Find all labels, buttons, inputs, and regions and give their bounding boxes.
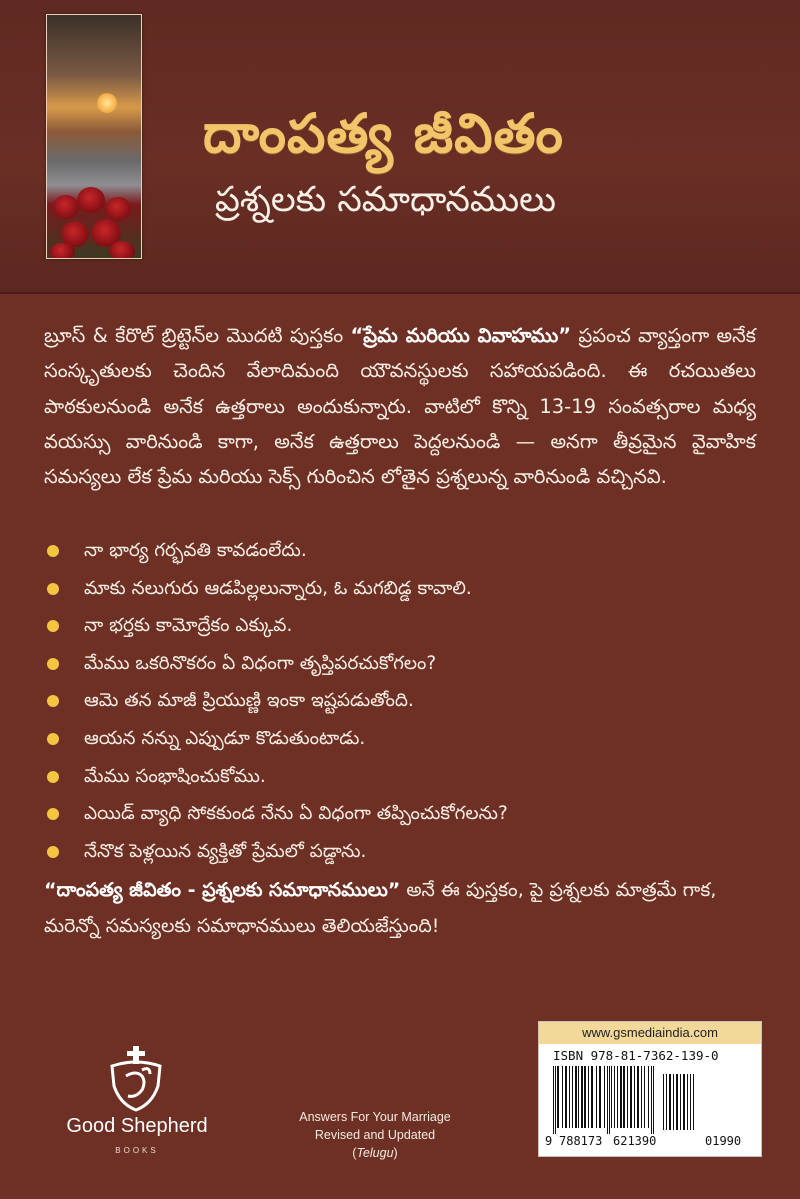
barcode-box bbox=[538, 1021, 762, 1157]
barcode-bar bbox=[591, 1066, 593, 1128]
intro-text-before: బ్రూస్ & కేరొల్ బ్రిట్టెన్‌ల మొదటి పుస్తకం bbox=[44, 324, 351, 347]
barcode-bar bbox=[614, 1066, 615, 1128]
barcode-bar bbox=[575, 1066, 577, 1128]
intro-book-name: “ప్రేమ మరియు వివాహము” bbox=[350, 324, 572, 347]
barcode-bar bbox=[687, 1074, 688, 1130]
barcode-bar bbox=[562, 1066, 563, 1128]
rose-3 bbox=[105, 197, 131, 221]
list-item bbox=[44, 574, 756, 612]
rose-1 bbox=[53, 195, 79, 219]
barcode-bar bbox=[557, 1066, 559, 1128]
bullet-icon bbox=[47, 620, 59, 632]
barcode-bar bbox=[578, 1066, 579, 1128]
barcode-bar bbox=[620, 1066, 622, 1128]
bullet-icon bbox=[47, 695, 59, 707]
list-item bbox=[44, 649, 756, 687]
language-paren-open: ( bbox=[352, 1146, 357, 1160]
bullet-icon bbox=[47, 658, 59, 670]
intro-paragraph bbox=[44, 318, 756, 494]
question-text: మేము సంభాషించుకోము. bbox=[84, 765, 266, 787]
edition-note: Revised and Updated bbox=[314, 1128, 436, 1142]
barcode-bar bbox=[611, 1066, 612, 1128]
closing-text: అనే ఈ పుస్తకం, పై ప్రశ్నలకు మాత్రమే గాక, మరెన్నో సమస్యలకు సమాధానములు తెలియజేస్తుంది! bbox=[44, 879, 717, 937]
list-item bbox=[44, 762, 756, 800]
bullet-icon bbox=[47, 846, 59, 858]
barcode-bar bbox=[623, 1066, 625, 1128]
barcode-bar bbox=[673, 1074, 674, 1130]
bullet-icon bbox=[47, 583, 59, 595]
barcode-bar bbox=[663, 1074, 664, 1130]
list-item bbox=[44, 724, 756, 762]
barcode-bar bbox=[569, 1066, 570, 1128]
list-item bbox=[44, 611, 756, 649]
barcode-right-digits: 621390 bbox=[613, 1134, 657, 1148]
barcode-bar bbox=[680, 1074, 681, 1130]
question-text: నా భార్య గర్భవతి కావడంలేదు. bbox=[84, 540, 307, 561]
english-title: Answers For Your Marriage bbox=[299, 1110, 451, 1124]
language-paren-close: ) bbox=[393, 1146, 398, 1160]
isbn-label: ISBN 978-81-7362-139-0 bbox=[553, 1048, 719, 1063]
language-line bbox=[268, 1144, 482, 1162]
rose-6 bbox=[49, 243, 75, 259]
question-text: ఆమె తన మాజీ ప్రియుణ్ణి ఇంకా ఇష్టపడుతోంది. bbox=[84, 690, 414, 712]
rose-2 bbox=[77, 187, 105, 213]
barcode-bar bbox=[683, 1074, 685, 1130]
list-item bbox=[44, 536, 756, 574]
barcode-bar bbox=[651, 1066, 652, 1134]
barcode-bar bbox=[584, 1066, 586, 1128]
good-shepherd-logo-icon bbox=[106, 1046, 166, 1112]
barcode-bar bbox=[630, 1066, 632, 1128]
barcode-bar bbox=[596, 1066, 597, 1128]
publisher-name: Good Shepherd bbox=[66, 1115, 208, 1137]
barcode-bar bbox=[676, 1074, 678, 1130]
rose-7 bbox=[109, 241, 135, 259]
publisher-imprint: BOOKS bbox=[115, 1146, 159, 1155]
barcode-bar bbox=[627, 1066, 628, 1128]
list-item bbox=[44, 837, 756, 875]
barcode-addon-digits: 01990 bbox=[705, 1134, 742, 1148]
book-subtitle: ప్రశ్నలకు సమాధానములు bbox=[215, 180, 557, 220]
question-list bbox=[44, 536, 756, 874]
barcode-bar bbox=[581, 1066, 583, 1128]
bullet-icon bbox=[47, 771, 59, 783]
sunset-glow bbox=[97, 93, 117, 113]
barcode-bar bbox=[553, 1066, 554, 1134]
question-text: ఎయిడ్ వ్యాధి సోకకుండ నేను ఏ విధంగా తప్పించుకోగలను? bbox=[84, 803, 508, 825]
bullet-icon bbox=[47, 808, 59, 820]
barcode-bar bbox=[617, 1066, 618, 1128]
barcode-bar bbox=[588, 1066, 589, 1128]
edition-info bbox=[268, 1108, 482, 1162]
barcode-bar bbox=[644, 1066, 645, 1128]
barcode-left-digits: 788173 bbox=[559, 1134, 603, 1148]
barcode-bar bbox=[609, 1066, 610, 1134]
bullet-icon bbox=[47, 545, 59, 557]
question-text: నా భర్తకు కామోద్రేకం ఎక్కువ. bbox=[84, 615, 293, 637]
barcode-bar bbox=[666, 1074, 667, 1130]
barcode-first-digit: 9 bbox=[545, 1134, 553, 1148]
list-item bbox=[44, 686, 756, 724]
intro-text-after: ప్రపంచ వ్యాప్తంగా అనేక సంస్కృతులకు చెందిన వేలాదిమంది యౌవనస్థులకు సహాయపడింది. ఈ రచయితలు పాఠకులనుండి అనేక ఉత్తరాలు అందుకున్నారు. వాటిలో కొన్ని 13-19 సంవత్సరాల మధ్య వయస్సు వారినుండి కాగా, అనేక ఉత్తరాలు పెద్దలనుండి — అనగా తీవ్రమైన వైవాహిక సమస్యలు లేక ప్రేమ మరియు సెక్స్ గురించిన లోతైన ప్రశ్నలున్న వారినుండి వచ్చినవి. bbox=[44, 324, 756, 489]
barcode-bar bbox=[599, 1066, 601, 1128]
barcode-bar bbox=[669, 1074, 671, 1130]
barcode-bar bbox=[555, 1066, 556, 1134]
language-label: Telugu bbox=[356, 1146, 394, 1160]
bullet-icon bbox=[47, 733, 59, 745]
barcode-bar bbox=[641, 1066, 642, 1128]
barcode-bar bbox=[653, 1066, 654, 1134]
barcode-bar bbox=[648, 1066, 649, 1128]
barcode-bar bbox=[572, 1066, 573, 1128]
barcode-bar bbox=[693, 1074, 694, 1130]
book-title: దాంపత్య జీవితం bbox=[203, 101, 564, 165]
barcode-bar bbox=[634, 1066, 635, 1128]
barcode-bar bbox=[690, 1074, 691, 1130]
question-text: మాకు నలుగురు ఆడపిల్లలున్నారు, ఓ మగబిడ్డ కావాలి. bbox=[84, 577, 472, 599]
barcode-bar bbox=[565, 1066, 567, 1128]
barcode-bars bbox=[549, 1066, 753, 1134]
publisher-website: www.gsmediaindia.com bbox=[539, 1022, 761, 1044]
barcode-bar bbox=[637, 1066, 639, 1128]
closing-paragraph bbox=[44, 872, 756, 944]
barcode-bar bbox=[607, 1066, 608, 1134]
barcode-bar bbox=[604, 1066, 605, 1128]
closing-book-name: “దాంపత్య జీవితం - ప్రశ్నలకు సమాధానములు” bbox=[44, 879, 401, 901]
cover-photo-couple-roses bbox=[46, 14, 142, 259]
question-text: నేనొక పెళ్లయిన వ్యక్తితో ప్రేమలో పడ్డాను. bbox=[84, 840, 367, 862]
question-text: ఆయన నన్ను ఎప్పుడూ కొడుతుంటాడు. bbox=[84, 727, 366, 749]
question-text: మేము ఒకరినొకరం ఏ విధంగా తృప్తిపరచుకోగలం? bbox=[84, 652, 437, 674]
list-item bbox=[44, 799, 756, 837]
